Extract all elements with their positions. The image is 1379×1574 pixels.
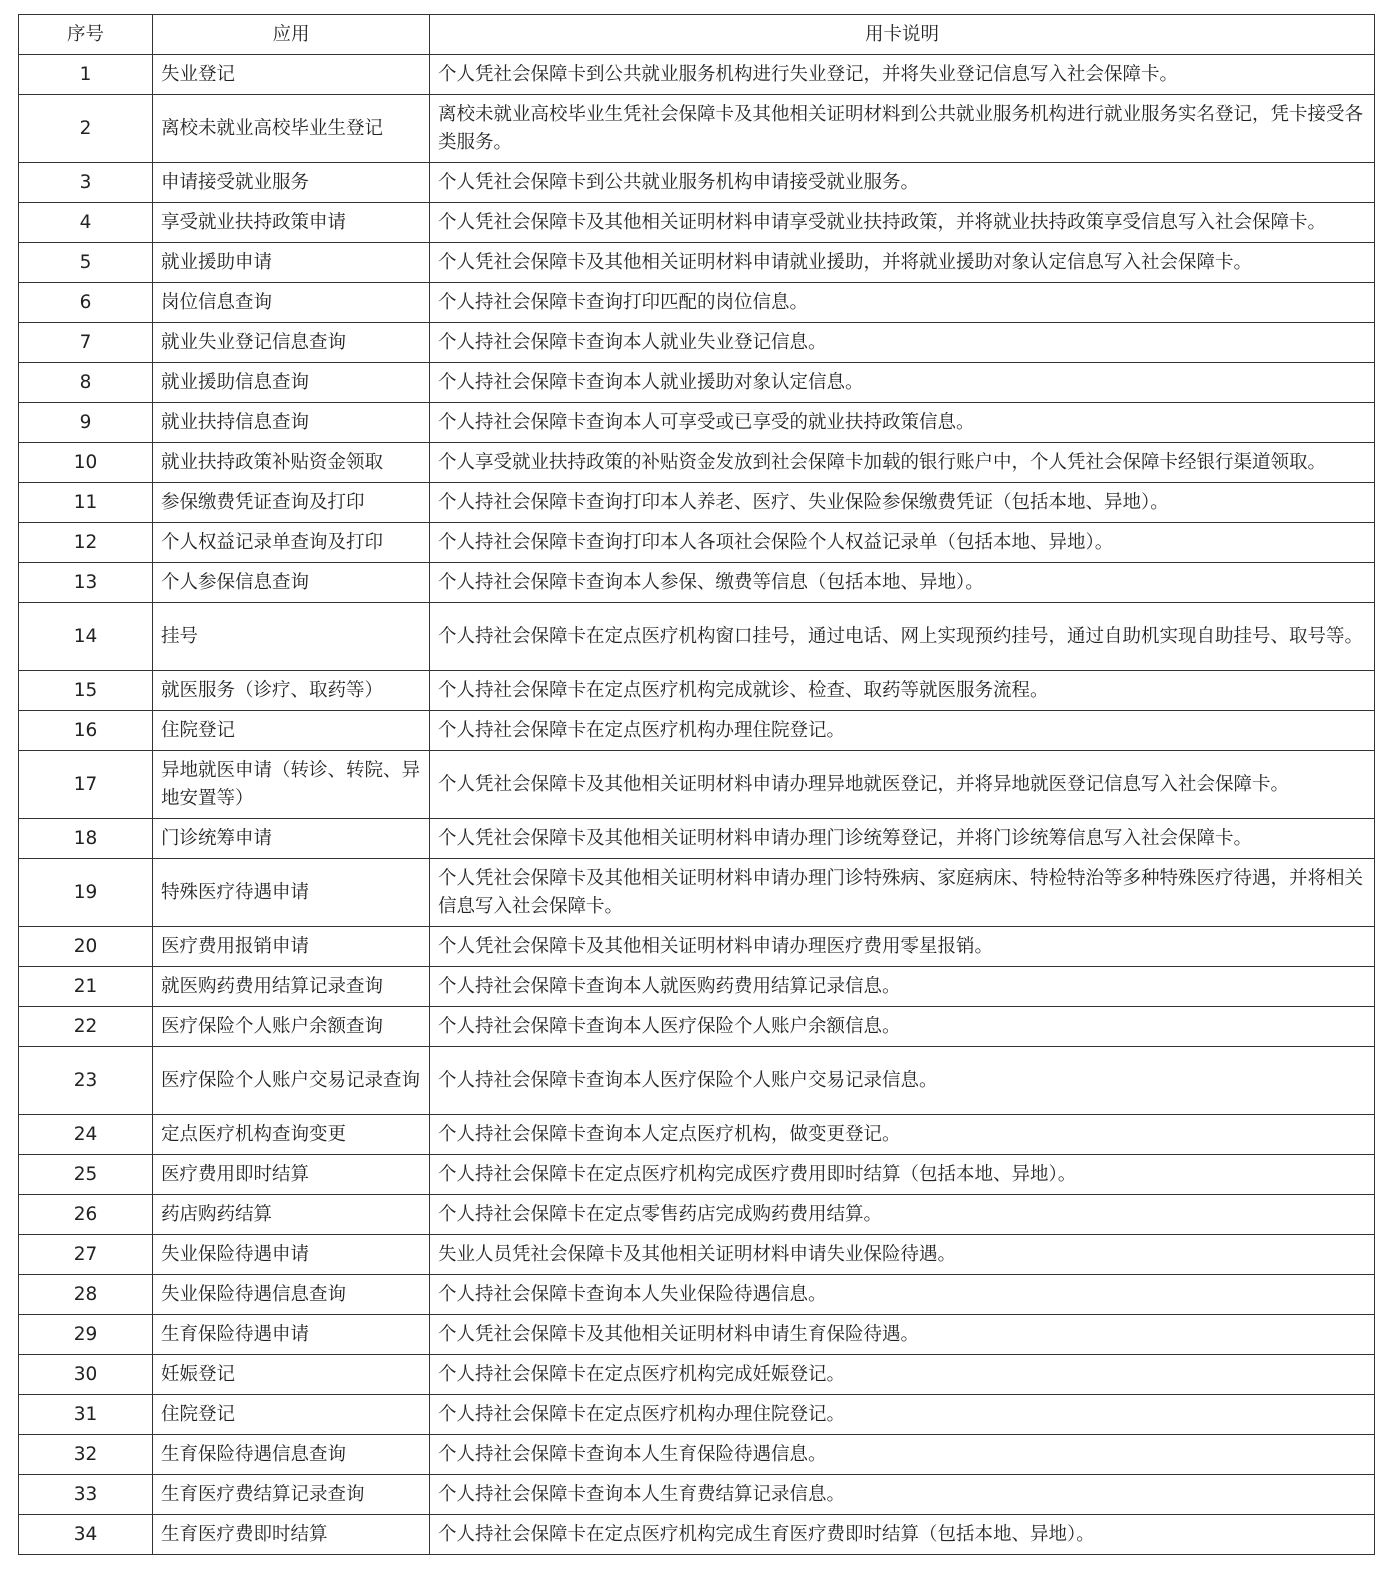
row-application: 个人参保信息查询: [153, 563, 430, 603]
row-card-usage-description: 个人持社会保障卡查询本人参保、缴费等信息（包括本地、异地）。: [430, 563, 1375, 603]
header-card-usage-description: 用卡说明: [430, 15, 1375, 55]
row-application: 挂号: [153, 603, 430, 671]
row-application: 药店购药结算: [153, 1195, 430, 1235]
table-row: [19, 1315, 1375, 1355]
row-card-usage-description: 个人凭社会保障卡到公共就业服务机构申请接受就业服务。: [430, 163, 1375, 203]
row-application: 医疗费用即时结算: [153, 1155, 430, 1195]
table-row: [19, 1355, 1375, 1395]
row-card-usage-description: 个人持社会保障卡在定点零售药店完成购药费用结算。: [430, 1195, 1375, 1235]
table-row: [19, 1435, 1375, 1475]
row-card-usage-description: 个人持社会保障卡查询打印本人养老、医疗、失业保险参保缴费凭证（包括本地、异地）。: [430, 483, 1375, 523]
row-number: 23: [19, 1047, 153, 1115]
table-row: [19, 1155, 1375, 1195]
row-number: 28: [19, 1275, 153, 1315]
row-number: 3: [19, 163, 153, 203]
row-application: 失业保险待遇信息查询: [153, 1275, 430, 1315]
table-row: [19, 243, 1375, 283]
table-row: [19, 1195, 1375, 1235]
row-application: 生育保险待遇信息查询: [153, 1435, 430, 1475]
row-card-usage-description: 个人持社会保障卡查询打印本人各项社会保险个人权益记录单（包括本地、异地）。: [430, 523, 1375, 563]
table-row: [19, 95, 1375, 163]
row-number: 13: [19, 563, 153, 603]
row-number: 6: [19, 283, 153, 323]
row-application: 生育医疗费即时结算: [153, 1515, 430, 1555]
table-header-row: [19, 15, 1375, 55]
row-card-usage-description: 个人持社会保障卡在定点医疗机构完成就诊、检查、取药等就医服务流程。: [430, 671, 1375, 711]
table-row: [19, 323, 1375, 363]
row-number: 19: [19, 859, 153, 927]
row-number: 7: [19, 323, 153, 363]
row-application: 申请接受就业服务: [153, 163, 430, 203]
table-row: [19, 563, 1375, 603]
table-row: [19, 819, 1375, 859]
row-application: 失业保险待遇申请: [153, 1235, 430, 1275]
header-number: 序号: [19, 15, 153, 55]
row-card-usage-description: 个人凭社会保障卡及其他相关证明材料申请生育保险待遇。: [430, 1315, 1375, 1355]
row-card-usage-description: 个人持社会保障卡在定点医疗机构办理住院登记。: [430, 711, 1375, 751]
table-row: [19, 1235, 1375, 1275]
table-row: [19, 1007, 1375, 1047]
row-number: 32: [19, 1435, 153, 1475]
row-number: 33: [19, 1475, 153, 1515]
table-row: [19, 711, 1375, 751]
table-row: [19, 363, 1375, 403]
row-card-usage-description: 个人持社会保障卡查询本人生育保险待遇信息。: [430, 1435, 1375, 1475]
table-row: [19, 603, 1375, 671]
row-number: 26: [19, 1195, 153, 1235]
table-row: [19, 751, 1375, 819]
row-number: 17: [19, 751, 153, 819]
row-number: 31: [19, 1395, 153, 1435]
row-application: 医疗费用报销申请: [153, 927, 430, 967]
table-row: [19, 1115, 1375, 1155]
row-number: 12: [19, 523, 153, 563]
table-row: [19, 967, 1375, 1007]
row-card-usage-description: 离校未就业高校毕业生凭社会保障卡及其他相关证明材料到公共就业服务机构进行就业服务实名登记，凭卡接受各类服务。: [430, 95, 1375, 163]
table-row: [19, 671, 1375, 711]
row-number: 22: [19, 1007, 153, 1047]
row-number: 4: [19, 203, 153, 243]
row-number: 24: [19, 1115, 153, 1155]
row-card-usage-description: 个人凭社会保障卡及其他相关证明材料申请办理门诊特殊病、家庭病床、特检特治等多种特殊医疗待遇，并将相关信息写入社会保障卡。: [430, 859, 1375, 927]
row-card-usage-description: 个人凭社会保障卡及其他相关证明材料申请办理门诊统筹登记，并将门诊统筹信息写入社会保障卡。: [430, 819, 1375, 859]
row-number: 29: [19, 1315, 153, 1355]
row-application: 生育医疗费结算记录查询: [153, 1475, 430, 1515]
row-number: 18: [19, 819, 153, 859]
row-number: 10: [19, 443, 153, 483]
row-card-usage-description: 个人持社会保障卡在定点医疗机构完成妊娠登记。: [430, 1355, 1375, 1395]
row-number: 15: [19, 671, 153, 711]
row-card-usage-description: 个人持社会保障卡查询打印匹配的岗位信息。: [430, 283, 1375, 323]
row-card-usage-description: 个人持社会保障卡查询本人医疗保险个人账户余额信息。: [430, 1007, 1375, 1047]
row-card-usage-description: 个人持社会保障卡在定点医疗机构办理住院登记。: [430, 1395, 1375, 1435]
table-row: [19, 163, 1375, 203]
row-card-usage-description: 个人凭社会保障卡及其他相关证明材料申请办理医疗费用零星报销。: [430, 927, 1375, 967]
row-application: 定点医疗机构查询变更: [153, 1115, 430, 1155]
row-number: 11: [19, 483, 153, 523]
row-application: 门诊统筹申请: [153, 819, 430, 859]
table-row: [19, 403, 1375, 443]
row-number: 25: [19, 1155, 153, 1195]
row-card-usage-description: 个人凭社会保障卡及其他相关证明材料申请办理异地就医登记，并将异地就医登记信息写入社会保障卡。: [430, 751, 1375, 819]
table-row: [19, 1515, 1375, 1555]
social-security-card-usage-table: [18, 14, 1375, 1555]
row-application: 就业扶持信息查询: [153, 403, 430, 443]
row-application: 参保缴费凭证查询及打印: [153, 483, 430, 523]
row-number: 8: [19, 363, 153, 403]
row-application: 就业援助信息查询: [153, 363, 430, 403]
row-application: 就医购药费用结算记录查询: [153, 967, 430, 1007]
row-number: 1: [19, 55, 153, 95]
table-row: [19, 483, 1375, 523]
row-card-usage-description: 个人持社会保障卡查询本人生育费结算记录信息。: [430, 1475, 1375, 1515]
row-card-usage-description: 个人持社会保障卡查询本人就医购药费用结算记录信息。: [430, 967, 1375, 1007]
row-card-usage-description: 个人持社会保障卡查询本人定点医疗机构，做变更登记。: [430, 1115, 1375, 1155]
row-card-usage-description: 个人持社会保障卡查询本人可享受或已享受的就业扶持政策信息。: [430, 403, 1375, 443]
table-row: [19, 203, 1375, 243]
row-card-usage-description: 个人持社会保障卡在定点医疗机构完成医疗费用即时结算（包括本地、异地）。: [430, 1155, 1375, 1195]
row-number: 16: [19, 711, 153, 751]
row-application: 离校未就业高校毕业生登记: [153, 95, 430, 163]
row-card-usage-description: 个人持社会保障卡查询本人就业援助对象认定信息。: [430, 363, 1375, 403]
row-application: 享受就业扶持政策申请: [153, 203, 430, 243]
row-application: 住院登记: [153, 1395, 430, 1435]
row-application: 生育保险待遇申请: [153, 1315, 430, 1355]
row-card-usage-description: 个人持社会保障卡在定点医疗机构完成生育医疗费即时结算（包括本地、异地）。: [430, 1515, 1375, 1555]
row-card-usage-description: 个人持社会保障卡在定点医疗机构窗口挂号，通过电话、网上实现预约挂号，通过自助机实现自助挂号、取号等。: [430, 603, 1375, 671]
table-row: [19, 1395, 1375, 1435]
row-number: 5: [19, 243, 153, 283]
row-application: 岗位信息查询: [153, 283, 430, 323]
row-number: 34: [19, 1515, 153, 1555]
row-application: 失业登记: [153, 55, 430, 95]
social-security-card-usage-table-container: [18, 14, 1374, 1555]
row-number: 21: [19, 967, 153, 1007]
table-body: [19, 55, 1375, 1555]
row-application: 就医服务（诊疗、取药等）: [153, 671, 430, 711]
row-application: 医疗保险个人账户余额查询: [153, 1007, 430, 1047]
table-row: [19, 927, 1375, 967]
table-row: [19, 1475, 1375, 1515]
table-row: [19, 283, 1375, 323]
row-card-usage-description: 个人凭社会保障卡及其他相关证明材料申请享受就业扶持政策，并将就业扶持政策享受信息写入社会保障卡。: [430, 203, 1375, 243]
row-application: 特殊医疗待遇申请: [153, 859, 430, 927]
row-application: 就业扶持政策补贴资金领取: [153, 443, 430, 483]
row-number: 14: [19, 603, 153, 671]
table-row: [19, 55, 1375, 95]
row-number: 9: [19, 403, 153, 443]
row-application: 医疗保险个人账户交易记录查询: [153, 1047, 430, 1115]
row-card-usage-description: 失业人员凭社会保障卡及其他相关证明材料申请失业保险待遇。: [430, 1235, 1375, 1275]
table-row: [19, 523, 1375, 563]
row-application: 住院登记: [153, 711, 430, 751]
row-card-usage-description: 个人持社会保障卡查询本人医疗保险个人账户交易记录信息。: [430, 1047, 1375, 1115]
row-card-usage-description: 个人持社会保障卡查询本人失业保险待遇信息。: [430, 1275, 1375, 1315]
row-card-usage-description: 个人持社会保障卡查询本人就业失业登记信息。: [430, 323, 1375, 363]
row-application: 妊娠登记: [153, 1355, 430, 1395]
table-row: [19, 1275, 1375, 1315]
row-number: 27: [19, 1235, 153, 1275]
header-application: 应用: [153, 15, 430, 55]
row-application: 就业援助申请: [153, 243, 430, 283]
row-application: 就业失业登记信息查询: [153, 323, 430, 363]
row-application: 异地就医申请（转诊、转院、异地安置等）: [153, 751, 430, 819]
row-card-usage-description: 个人凭社会保障卡到公共就业服务机构进行失业登记，并将失业登记信息写入社会保障卡。: [430, 55, 1375, 95]
row-card-usage-description: 个人凭社会保障卡及其他相关证明材料申请就业援助，并将就业援助对象认定信息写入社会保障卡。: [430, 243, 1375, 283]
row-number: 30: [19, 1355, 153, 1395]
table-row: [19, 1047, 1375, 1115]
row-card-usage-description: 个人享受就业扶持政策的补贴资金发放到社会保障卡加载的银行账户中，个人凭社会保障卡经银行渠道领取。: [430, 443, 1375, 483]
row-application: 个人权益记录单查询及打印: [153, 523, 430, 563]
row-number: 2: [19, 95, 153, 163]
table-row: [19, 443, 1375, 483]
table-row: [19, 859, 1375, 927]
row-number: 20: [19, 927, 153, 967]
